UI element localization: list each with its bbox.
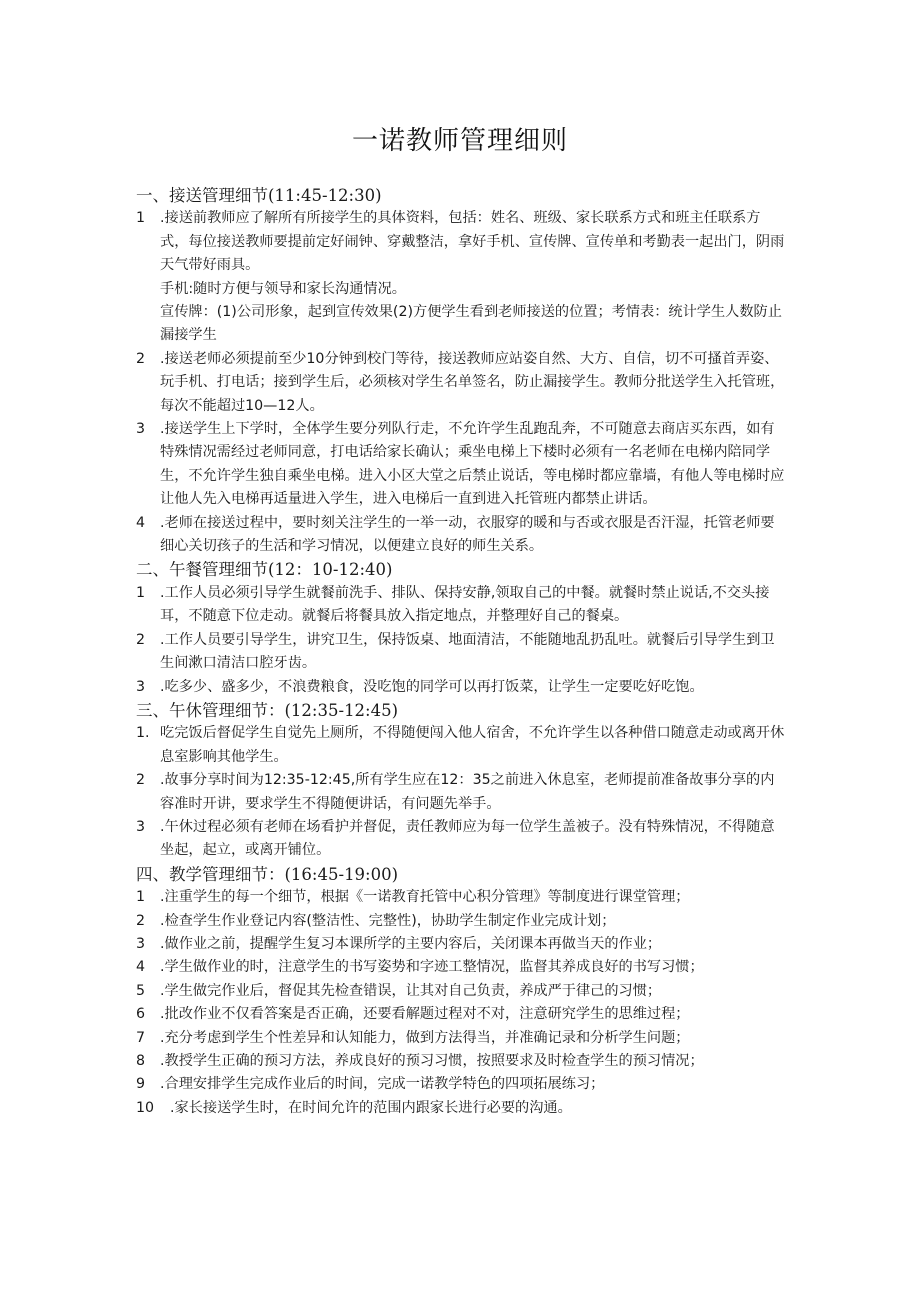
item-number: 5 <box>136 982 146 999</box>
item-text: .工作人员必须引导学生就餐前洗手、排队、保持安静,领取自己的中餐。就餐时禁止说话,不交头接耳，不随意下位走动。就餐后将餐具放入指定地点，并整理好自己的餐桌。 <box>160 584 770 625</box>
section-heading-nap: 三、午休管理细节：(12:35-12:45) <box>136 700 399 720</box>
item-text: .午休过程必须有老师在场看护并督促，责任教师应为每一位学生盖被子。没有特殊情况，不得随意坐起，起立，或离开铺位。 <box>160 818 775 859</box>
section-heading-lunch: 二、午餐管理细节(12：10-12:40) <box>136 560 393 580</box>
list-item-note <box>136 278 788 301</box>
item-text: .吃多少、盛多少，不浪费粮食，没吃饱的同学可以再打饭菜，让学生一定要吃好吃饱。 <box>160 678 704 695</box>
item-text: .接送前教师应了解所有所接学生的具体资料，包括：姓名、班级、家长联系方式和班主任联系方式，每位接送教师要提前定好闹钟、穿戴整洁，拿好手机、宣传牌、宣传单和考勤表一起出门，阴雨天气带好雨具。 <box>160 210 785 274</box>
item-text: .接送学生上下学时，全体学生要分列队行走，不允许学生乱跑乱奔，不可随意去商店买东西，如有特殊情况需经过老师同意，打电话给家长确认；乘坐电梯上下楼时必须有一名老师在电梯内陪同学生，不允许学生独自乘坐电梯。进入小区大堂之后禁止说话，等电梯时都应靠墙，有他人等电梯时应让他人先入电梯再适量进入学生，进入电梯后一直到进入托管班内都禁止讲话。 <box>160 421 785 508</box>
list-item <box>136 886 788 909</box>
item-text: .老师在接送过程中，要时刻关注学生的一举一动，衣服穿的暖和与否或衣服是否汗湿，托管老师要细心关切孩子的生活和学习情况，以便建立良好的师生关系。 <box>160 514 775 555</box>
list-item <box>136 980 788 1003</box>
section-heading-pickup: 一、接送管理细节(11:45-12:30) <box>136 186 382 205</box>
list-item <box>136 722 788 769</box>
list-item <box>136 348 788 418</box>
item-number: 4 <box>136 514 146 531</box>
list-item <box>136 816 788 863</box>
item-text: 吃完饭后督促学生自觉先上厕所，不得随便闯入他人宿舍，不允许学生以各种借口随意走动或离开休息室影响其他学生。 <box>160 725 785 765</box>
list-item <box>136 956 788 979</box>
item-text: .检查学生作业登记内容(整洁性、完整性)，协助学生制定作业完成计划； <box>160 912 616 929</box>
item-text: .充分考虑到学生个性差异和认知能力，做到方法得当，并准确记录和分析学生问题； <box>160 1029 690 1046</box>
item-text: .学生做完作业后，督促其先检查错误，让其对自己负责，养成严于律己的习惯； <box>160 982 662 999</box>
item-number: 1 <box>136 210 146 227</box>
document-body <box>136 184 788 1120</box>
list-item <box>136 582 788 629</box>
item-number: 4 <box>136 959 146 976</box>
item-number: 8 <box>136 1052 146 1069</box>
list-item <box>136 769 788 816</box>
item-number: 6 <box>136 1006 146 1023</box>
section-heading-teaching: 四、教学管理细节：(16:45-19:00) <box>136 864 399 884</box>
list-item <box>136 418 788 512</box>
item-number: 2 <box>136 350 146 367</box>
item-text: 宣传牌：(1)公司形象，起到宣传效果(2)方便学生看到老师接送的位置；考情表：统计学生人数防止漏接学生 <box>160 304 782 344</box>
list-item <box>136 910 788 933</box>
item-text: .故事分享时间为12:35-12:45,所有学生应在12：35之前进入休息室，老师提前准备故事分享的内容准时开讲，要求学生不得随便讲话，有问题先举手。 <box>160 772 775 812</box>
item-number: 3 <box>136 421 146 438</box>
item-text: .批改作业不仅看答案是否正确，还要看解题过程对不对，注意研究学生的思维过程； <box>160 1006 690 1023</box>
item-number: 2 <box>136 631 146 648</box>
item-text: .学生做作业的时，注意学生的书写姿势和字迹工整情况，监督其养成良好的书写习惯； <box>160 959 704 976</box>
item-text: 手机:随时方便与领导和家长沟通情况。 <box>160 280 406 297</box>
list-item <box>136 1027 788 1050</box>
item-number: 7 <box>136 1029 146 1046</box>
list-item <box>136 629 788 676</box>
list-item <box>136 1050 788 1073</box>
list-item <box>136 676 788 699</box>
list-item <box>136 207 788 277</box>
item-number: 10 <box>136 1099 155 1116</box>
list-item-note <box>136 301 788 348</box>
item-number: 1 <box>136 584 146 601</box>
list-item <box>136 933 788 956</box>
item-text: .接送老师必须提前至少10分钟到校门等待，接送教师应站姿自然、大方、自信，切不可搔首弄姿、玩手机、打电话；接到学生后，必须核对学生名单签名，防止漏接学生。教师分批送学生入托管班，每次不能超过10—12人。 <box>160 350 785 414</box>
item-number: 1 <box>136 889 146 906</box>
item-number: 3 <box>136 818 146 835</box>
page-title: 一诺教师管理细则 <box>351 126 568 156</box>
item-text: .教授学生正确的预习方法，养成良好的预习习惯，按照要求及时检查学生的预习情况； <box>160 1052 704 1069</box>
list-item <box>136 1073 788 1096</box>
item-number: 2 <box>136 772 146 789</box>
list-item <box>136 1097 788 1120</box>
item-number: 2 <box>136 912 146 929</box>
item-number: 3 <box>136 678 146 695</box>
item-text: .注重学生的每一个细节，根据《一诺教育托管中心积分管理》等制度进行课堂管理； <box>160 889 690 906</box>
item-number: 9 <box>136 1076 146 1093</box>
item-number: 3 <box>136 935 146 952</box>
item-number: 1. <box>136 725 150 742</box>
item-text: .家长接送学生时，在时间允许的范围内跟家长进行必要的沟通。 <box>170 1099 572 1116</box>
item-text: .做作业之前，提醒学生复习本课所学的主要内容后，关闭课本再做当天的作业； <box>160 935 662 952</box>
item-text: .工作人员要引导学生，讲究卫生，保持饭桌、地面清洁，不能随地乱扔乱吐。就餐后引导学生到卫生间漱口清洁口腔牙齿。 <box>160 631 775 672</box>
list-item <box>136 512 788 559</box>
list-item <box>136 1003 788 1026</box>
item-text: .合理安排学生完成作业后的时间，完成一诺教学特色的四项拓展练习； <box>160 1076 605 1093</box>
